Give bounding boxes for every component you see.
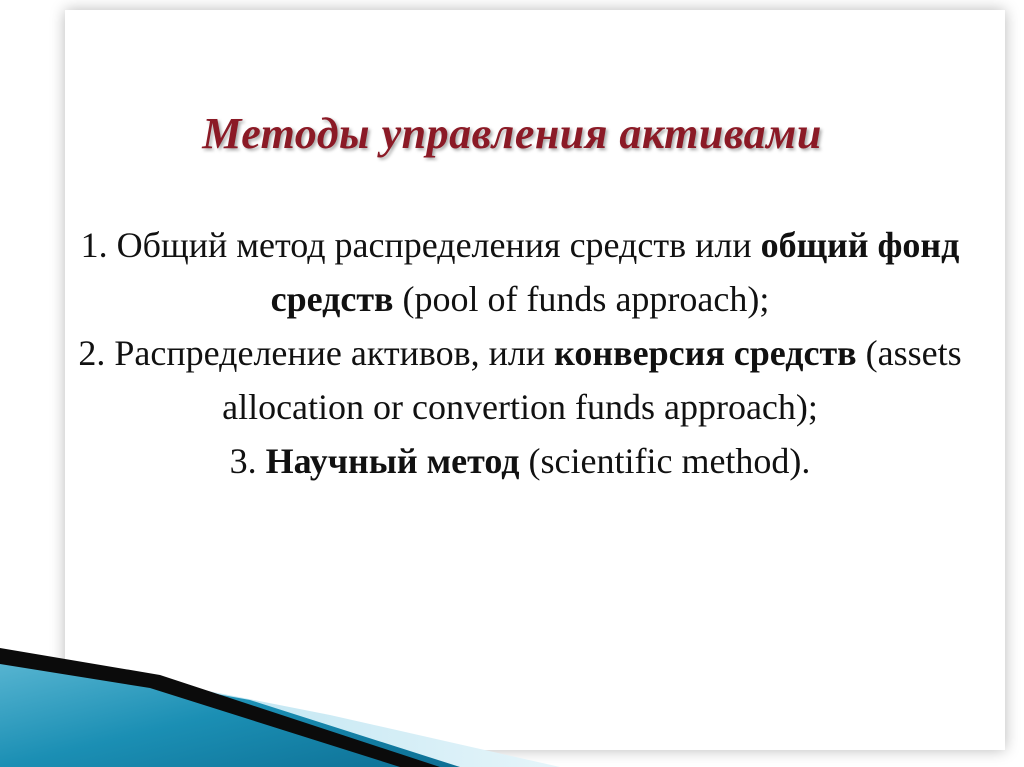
item-text: Распределение активов, или [105, 333, 555, 373]
item-text [257, 441, 266, 481]
item-number: 1. [80, 225, 108, 265]
item-text-after: (pool of funds approach); [393, 279, 770, 319]
list-item-1 [70, 218, 970, 326]
item-text-after: (assets allocation or convertion funds approach); [222, 333, 962, 427]
slide-body [70, 218, 970, 488]
item-bold-text: общий фонд средств [270, 225, 960, 319]
item-bold-text: Научный метод [265, 441, 520, 481]
item-text-after: (scientific method). [519, 441, 811, 481]
slide-title: Методы управления активами [202, 109, 822, 158]
item-number: 3. [229, 441, 257, 481]
list-item-3 [70, 434, 970, 488]
item-text: Общий метод распределения средств или [107, 225, 761, 265]
list-item-2 [70, 326, 970, 434]
item-bold-text: конверсия средств [554, 333, 857, 373]
item-number: 2. [78, 333, 106, 373]
